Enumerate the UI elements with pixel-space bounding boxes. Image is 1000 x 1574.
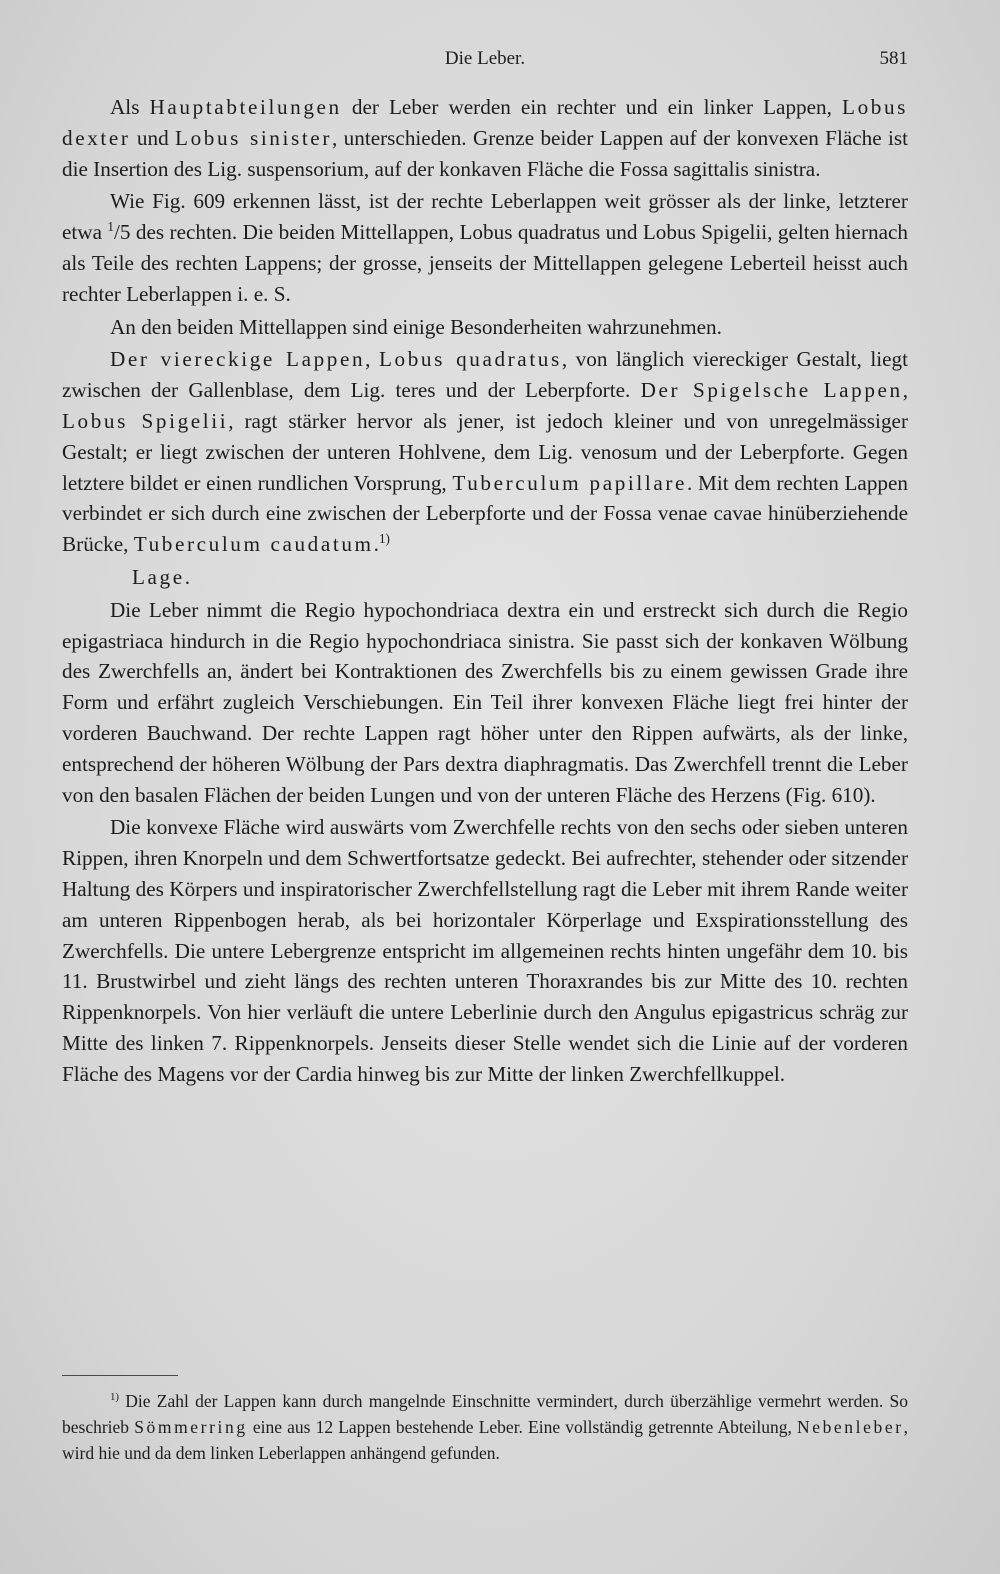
section-heading-text: Lage.	[132, 564, 193, 589]
text-run: ,	[365, 347, 379, 372]
footnote-paragraph	[62, 1388, 908, 1466]
spaced-term: Der viereckige Lappen	[110, 347, 366, 372]
fraction-denominator: /5	[113, 220, 131, 245]
text-run: , von länglich viereckiger Gestalt, liegt zwischen der Gallenblase, dem Lig. teres und der Leberpforte.	[62, 347, 909, 403]
text-run: , unterschieden. Grenze beider Lappen auf der konvexen Fläche ist die Insertion des Lig. suspensorium, auf der konkaven Fläche die Fossa sagittalis sinistra.	[62, 125, 909, 181]
page-number: 581	[879, 48, 908, 69]
text-run: . Mit dem rechten Lappen verbindet er sich durch eine zwischen der Leberpforte und der Fossa venae cavae hinüberziehende Brücke,	[62, 470, 909, 557]
text-run: , ragt stärker hervor als jener, ist jedoch kleiner und von unregelmässiger Gestalt; er liegt zwischen der unteren Hohlvene, dem Lig. venosum und der Leberpforte. Gegen letztere bildet er einen rundlichen Vorsprung,	[62, 408, 908, 495]
spaced-term: Tuberculum papillare	[452, 470, 688, 495]
text-run: .	[373, 532, 379, 557]
text-run: der Leber werden ein rechter und ein linker Lappen,	[341, 95, 843, 119]
spaced-term: Lobus sinister	[175, 125, 332, 150]
running-header	[62, 48, 908, 74]
spaced-term: Lobus dexter	[62, 95, 908, 150]
main-text	[62, 92, 908, 1092]
paragraph-4	[62, 344, 908, 560]
running-title: Die Leber.	[444, 48, 526, 69]
section-heading	[62, 562, 908, 593]
text-run: und	[130, 125, 176, 150]
spaced-term: Sömmerring	[134, 1417, 248, 1437]
text-run: eine aus 12 Lappen bestehende Leber. Eine vollständig getrennte Abteilung,	[247, 1417, 797, 1437]
spaced-term: Nebenleber	[796, 1417, 904, 1437]
spaced-term: Lobus quadratus	[378, 347, 562, 372]
spaced-term: Lobus Spigelii	[62, 408, 229, 433]
spaced-term: Tuberculum caudatum	[133, 532, 374, 557]
spaced-term: Der Spigelsche Lappen	[640, 378, 903, 403]
paragraph-1	[62, 92, 908, 184]
text-run: Die Zahl der Lappen kann durch mangelnde Einschnitte vermindert, durch überzählige vermehrt werden. So beschrieb	[62, 1391, 908, 1437]
text-run: Wie Fig. 609 erkennen lässt, ist der rechte Leberlappen weit grösser als der linke, letzterer etwa	[62, 189, 908, 245]
footnote	[62, 1388, 908, 1466]
fraction-numerator: 1	[107, 219, 114, 235]
paragraph-3: An den beiden Mittellappen sind einige Besonderheiten wahrzunehmen.	[110, 314, 722, 339]
footnote-rule	[62, 1375, 178, 1376]
text-run: des rechten. Die beiden Mittellappen, Lobus quadratus und Lobus Spigelii, gelten hiernach als Teile des rechten Lappens; der grosse, jenseits der Mittellappen gelegene Leberteil heisst auch rechter Leberlappen i. e. S.	[62, 220, 908, 306]
paragraph-2	[62, 186, 908, 309]
text-run: ,	[902, 378, 909, 403]
paragraph-5: Die Leber nimmt die Regio hypochondriaca dextra ein und erstreckt sich durch die Regio epigastriaca hindurch in die Regio hypochondriaca sinistra. Sie passt sich der konkaven Wölbung des Zwerchfells an, ändert bei Kontraktionen des Zwerchfells bis zu einem gewissen Grade ihre Form und erfährt zugleich Verschiebungen. Ein Teil ihrer konvexen Fläche liegt frei hinter der vorderen Bauchwand. Der rechte Lappen ragt höher unter den Rippen aufwärts, als der linke, entsprechend der höheren Wölbung der Pars dextra diaphragmatis. Das Zwerchfell trennt die Leber von den basalen Flächen der beiden Lungen und von der unteren Fläche des Herzens (Fig. 610).	[62, 597, 908, 807]
paragraph-6: Die konvexe Fläche wird auswärts vom Zwerchfelle rechts von den sechs oder sieben unteren Rippen, ihren Knorpeln und dem Schwertfortsatze gedeckt. Bei aufrechter, stehender oder sitzender Haltung des Körpers und inspiratorischer Zwerchfellstellung ragt die Leber mit ihrem Rande weiter am unteren Rippenbogen herab, als bei horizontaler Körperlage und Exspirationsstellung des Zwerchfells. Die untere Lebergrenze entspricht im allgemeinen rechts hinten ungefähr dem 10. bis 11. Brustwirbel und zieht längs des rechten unteren Thoraxrandes bis zur Mitte des 10. rechten Rippenknorpels. Von hier verläuft die untere Leberlinie durch den Angulus epigastricus schräg zur Mitte des linken 7. Rippenknorpels. Jenseits dieser Stelle wendet sich die Linie auf der vorderen Fläche des Magens vor der Cardia hinweg bis zur Mitte der linken Zwerchfellkuppel.	[62, 815, 908, 1086]
text-run: , wird hie und da dem linken Leberlappen anhängend gefunden.	[62, 1417, 908, 1463]
text-run: Als	[110, 95, 150, 119]
footnote-reference: 1)	[378, 531, 390, 547]
footnote-marker: 1)	[110, 1391, 120, 1404]
spaced-term: Hauptabteilungen	[149, 95, 342, 119]
